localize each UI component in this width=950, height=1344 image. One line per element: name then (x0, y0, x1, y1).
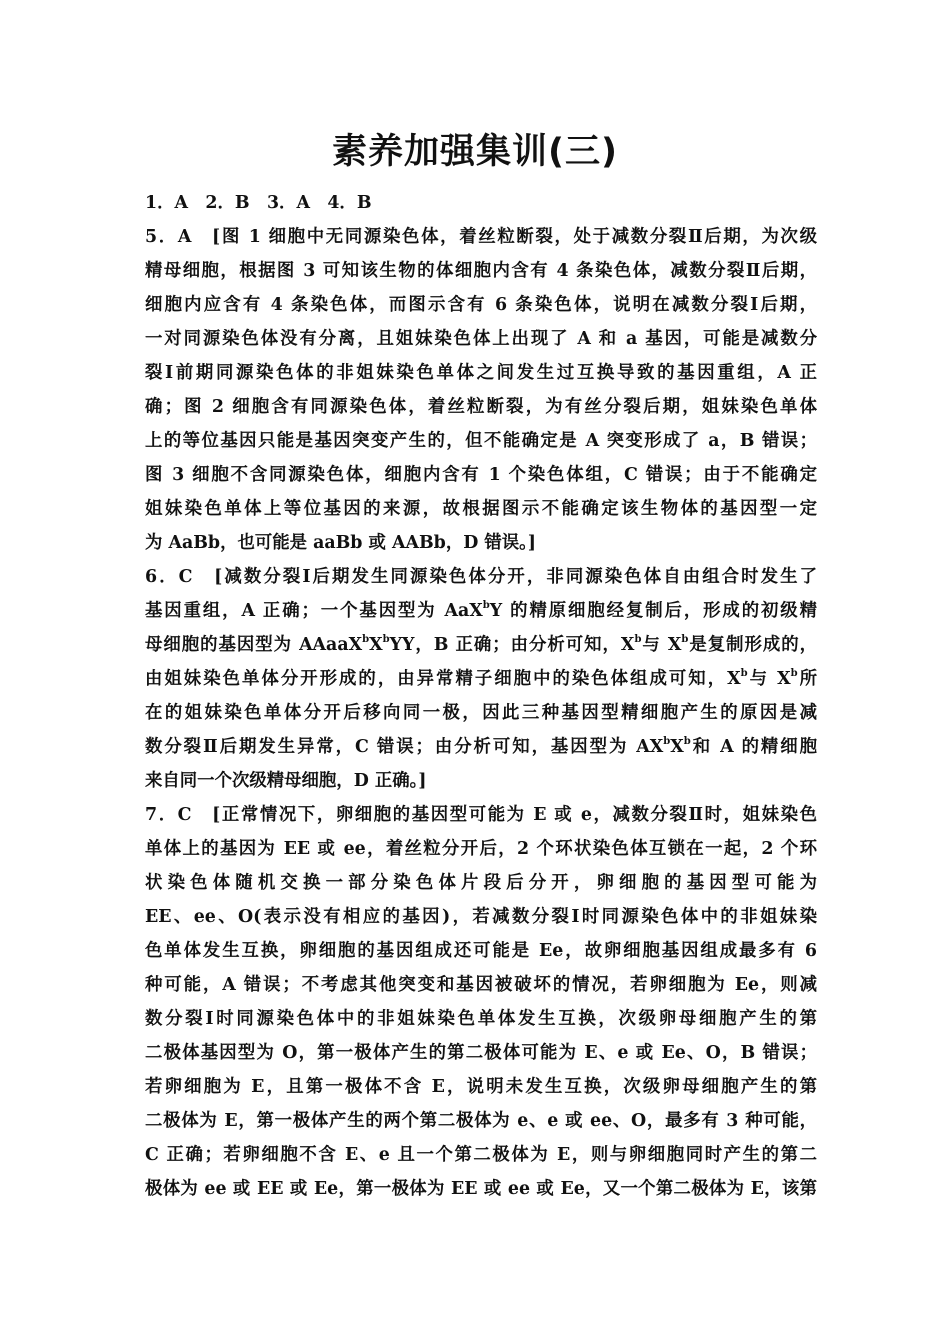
q7-line: C 正确；若卵细胞不含 E、e 且一个第二极体为 E，则与卵细胞同时产生的第二 (145, 1145, 817, 1165)
q7-line: 若卵细胞为 E，且第一极体不含 E，说明未发生互换，次级卵母细胞产生的第 (145, 1077, 817, 1097)
q7-line: 数分裂Ⅰ时同源染色体中的非姐妹染色单体发生互换，次级卵母细胞产生的第 (145, 1009, 817, 1029)
q5-line: 细胞内应含有 4 条染色体，而图示含有 6 条染色体，说明在减数分裂Ⅰ后期， (145, 295, 817, 315)
question-5-explanation (145, 220, 817, 560)
q5-line: 一对同源染色体没有分离，且姐妹染色体上出现了 A 和 a 基因，可能是减数分 (145, 329, 817, 349)
question-7-explanation (145, 798, 817, 1206)
q7-line: 7．C [正常情况下，卵细胞的基因型可能为 E 或 e，减数分裂Ⅱ时，姐妹染色 (145, 805, 817, 825)
q6-line (145, 730, 817, 764)
q7-line: 状染色体随机交换一部分染色体片段后分开，卵细胞的基因型可能为 (145, 873, 817, 893)
q7-line: 二极体基因型为 O，第一极体产生的第二极体可能为 E、e 或 Ee、O，B 错误； (145, 1043, 817, 1063)
q6-text: Y 的精原细胞经复制后，形成的初级精 (489, 601, 817, 621)
q5-line: 精母细胞，根据图 3 可知该生物的体细胞内含有 4 条染色体，减数分裂Ⅱ后期， (145, 261, 817, 281)
superscript-b: b (634, 634, 642, 645)
q6-line (145, 662, 817, 696)
superscript-b: b (482, 600, 490, 611)
q5-line: 为 AaBb，也可能是 aaBb 或 AABb，D 错误。] (145, 533, 537, 553)
superscript-b: b (683, 736, 691, 747)
superscript-b: b (740, 668, 748, 679)
q5-line: 图 3 细胞不含同源染色体，细胞内含有 1 个染色体组，C 错误；由于不能确定 (145, 465, 817, 485)
q5-line: 确；图 2 细胞含有同源染色体，着丝粒断裂，为有丝分裂后期，姐妹染色单体 (145, 397, 817, 417)
q6-line: 在的姐妹染色单体分开后移向同一极，因此三种基因型精细胞产生的原因是减 (145, 703, 817, 723)
q6-text: 数分裂Ⅱ后期发生异常，C 错误；由分析可知，基因型为 AX (145, 737, 664, 757)
page-title: 素养加强集训(三) (332, 132, 618, 172)
superscript-b: b (681, 634, 689, 645)
q6-text: 基因重组，A 正确；一个基因型为 AaX (145, 601, 483, 621)
q6-text: YY，B 正确；由分析可知，X (389, 635, 635, 655)
q6-text: 由姐妹染色单体分开形成的，由异常精子细胞中的染色体组成可知，X (145, 669, 741, 689)
q7-line: EE、ee、O(表示没有相应的基因)，若减数分裂Ⅰ时同源染色体中的非姐妹染 (145, 907, 817, 927)
q5-line: 5．A [图 1 细胞中无同源染色体，着丝粒断裂，处于减数分裂Ⅱ后期，为次级 (145, 227, 817, 247)
q6-text: X (369, 635, 383, 655)
question-6-explanation (145, 560, 817, 798)
q6-line: 6．C [减数分裂Ⅰ后期发生同源染色体分开，非同源染色体自由组合时发生了 (145, 567, 817, 587)
q5-line: 裂Ⅰ前期同源染色体的非姐妹染色单体之间发生过互换导致的基因重组，A 正 (145, 363, 817, 383)
q7-line: 二极体为 E，第一极体产生的两个第二极体为 e、e 或 ee、O，最多有 3 种可能， (145, 1111, 817, 1131)
superscript-b: b (790, 668, 798, 679)
q6-text: 所 (797, 669, 817, 689)
q6-text: 与 X (641, 635, 682, 655)
q7-line: 色单体发生互换，卵细胞的基因组成还可能是 Ee，故卵细胞基因组成最多有 6 (145, 941, 817, 961)
q6-text: 和 A 的精细胞 (690, 737, 817, 757)
q7-line: 种可能，A 错误；不考虑其他突变和基因被破坏的情况，若卵细胞为 Ee，则减 (145, 975, 817, 995)
q6-text: 是复制形成的， (688, 635, 817, 655)
q6-text: 与 X (747, 669, 791, 689)
q7-line: 极体为 ee 或 EE 或 Ee，第一极体为 EE 或 ee 或 Ee，又一个第二极体为 E，该第 (145, 1179, 817, 1199)
q6-line: 来自同一个次级精母细胞，D 正确。] (145, 771, 427, 791)
superscript-b: b (382, 634, 390, 645)
q6-line (145, 594, 817, 628)
q6-line (145, 628, 817, 662)
q5-line: 姐妹染色单体上等位基因的来源，故根据图示不能确定该生物体的基因型一定 (145, 499, 817, 519)
answer-content (145, 186, 817, 1206)
q6-text: 母细胞的基因型为 AAaaX (145, 635, 363, 655)
q7-line: 单体上的基因为 EE 或 ee，着丝粒分开后，2 个环状染色体互锁在一起，2 个环 (145, 839, 817, 859)
superscript-b: b (362, 634, 370, 645)
q5-line: 上的等位基因只能是基因突变产生的，但不能确定是 A 突变形成了 a，B 错误； (145, 431, 817, 451)
answers-line: 1．A 2．B 3．A 4．B (145, 193, 372, 213)
q6-text: X (670, 737, 684, 757)
superscript-b: b (663, 736, 671, 747)
